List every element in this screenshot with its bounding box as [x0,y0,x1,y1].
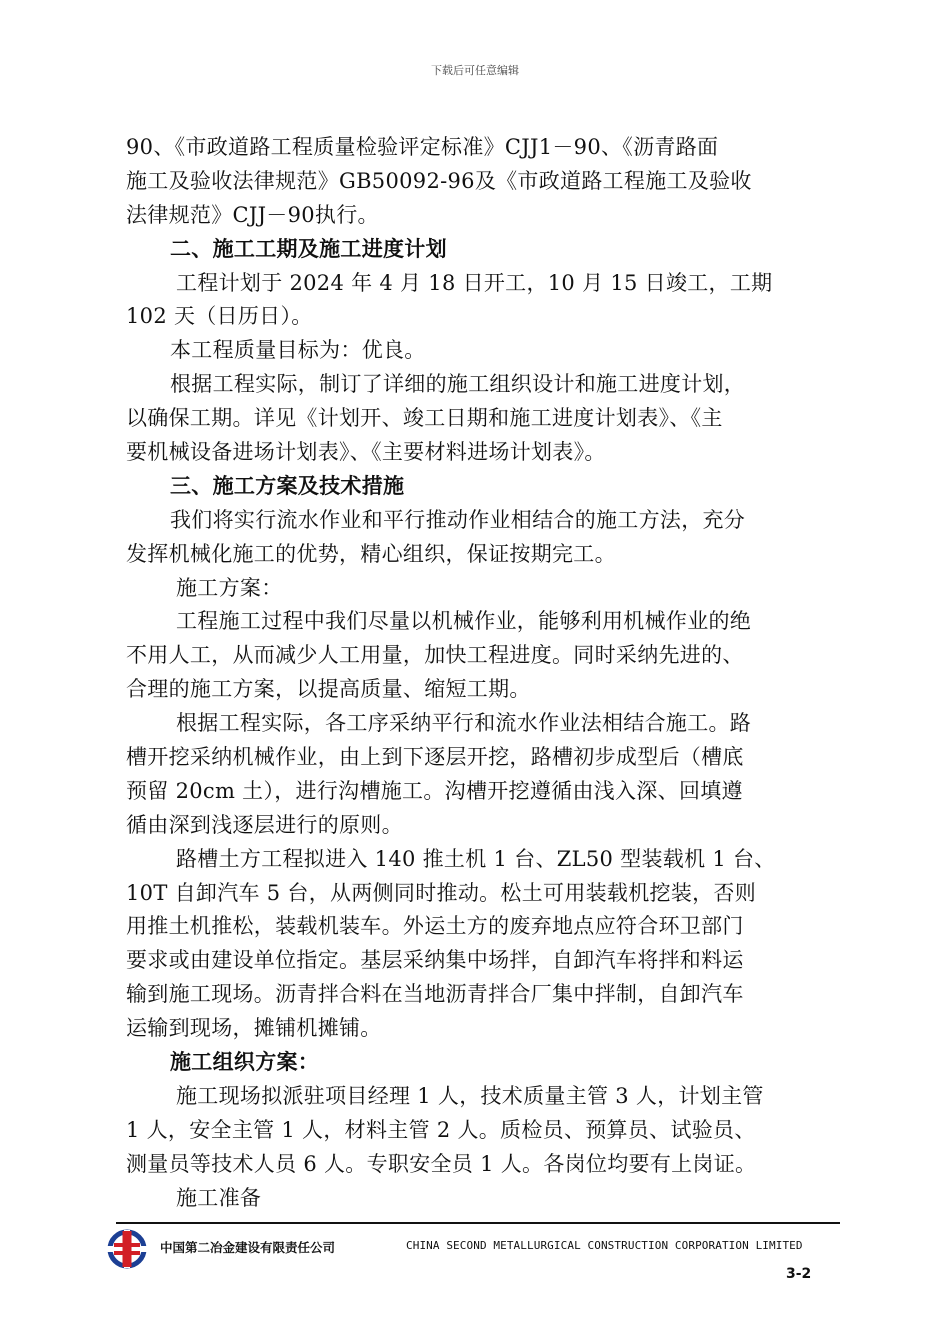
paragraph-line: 循由深到浅逐层进行的原则。 [126,812,403,837]
paragraph-line: 90、《市政道路工程质量检验评定标准》CJJ1－90、《沥青路面 [126,135,719,159]
page-number: 3-2 [786,1266,812,1282]
paragraph-line: 路槽土方工程拟进入 140 推土机 1 台、ZL50 型装载机 1 台、 [176,846,776,871]
paragraph-line: 要机械设备进场计划表》、《主要材料进场计划表》。 [126,440,606,465]
paragraph-line: 不用人工，从而减少人工用量，加快工程进度。同时采纳先进的、 [126,643,744,668]
document-body [126,131,826,1216]
section-heading: 三、施工方案及技术措施 [170,473,405,498]
paragraph-line: 发挥机械化施工的优势，精心组织，保证按期完工。 [126,541,616,566]
paragraph-line: 测量员等技术人员 6 人。专职安全员 1 人。各岗位均要有上岗证。 [126,1151,757,1176]
header-note: 下载后可任意编辑 [431,64,519,77]
paragraph-line: 以确保工期。详见《计划开、竣工日期和施工进度计划表》、《主 [126,406,723,431]
footer-divider [116,1222,840,1224]
paragraph-line: 预留 20cm 土），进行沟槽施工。沟槽开挖遵循由浅入深、回填遵 [126,778,743,803]
paragraph-line: 施工准备 [176,1185,262,1210]
paragraph-line: 合理的施工方案，以提高质量、缩短工期。 [126,677,531,702]
paragraph-line: 我们将实行流水作业和平行推动作业相结合的施工方法，充分 [170,507,746,532]
paragraph-line: 输到施工现场。沥青拌合料在当地沥青拌合厂集中拌制，自卸汽车 [126,982,744,1007]
paragraph-line: 工程计划于 2024 年 4 月 18 日开工，10 月 15 日竣工，工期 [176,270,773,295]
paragraph-line: 10T 自卸汽车 5 台，从两侧同时推动。松土可用装载机挖装，否则 [126,880,757,905]
paragraph-line: 法律规范》CJJ－90执行。 [126,202,379,227]
section-heading: 施工组织方案： [170,1050,320,1075]
paragraph-line: 用推土机推松，装载机装车。外运土方的废弃地点应符合环卫部门 [126,914,744,939]
section-heading: 二、施工工期及施工进度计划 [170,236,447,261]
paragraph-line: 要求或由建设单位指定。基层采纳集中场拌，自卸汽车将拌和料运 [126,948,744,973]
paragraph-line: 施工方案： [176,575,283,600]
paragraph-line: 施工现场拟派驻项目经理 1 人，技术质量主管 3 人，计划主管 [176,1083,764,1108]
paragraph-line: 槽开挖采纳机械作业，由上到下逐层开挖，路槽初步成型后（槽底 [126,745,744,770]
paragraph-line: 施工及验收法律规范》GB50092-96及《市政道路工程施工及验收 [126,168,752,193]
paragraph-line: 本工程质量目标为：优良。 [170,338,426,363]
paragraph-line: 根据工程实际，制订了详细的施工组织设计和施工进度计划， [170,372,746,397]
paragraph-line: 工程施工过程中我们尽量以机械作业，能够利用机械作业的绝 [176,609,752,634]
paragraph-line: 1 人，安全主管 1 人，材料主管 2 人。质检员、预算员、试验员、 [126,1117,756,1142]
company-name-en: CHINA SECOND METALLURGICAL CONSTRUCTION CORPORATION LIMITED [406,1239,803,1252]
paragraph-line: 根据工程实际，各工序采纳平行和流水作业法相结合施工。路 [176,711,752,736]
paragraph-line: 102 天（日历日）。 [126,304,313,329]
paragraph-line: 运输到现场，摊铺机摊铺。 [126,1016,382,1041]
company-name-cn: 中国第二冶金建设有限责任公司 [160,1240,336,1255]
company-logo-icon [106,1228,148,1270]
